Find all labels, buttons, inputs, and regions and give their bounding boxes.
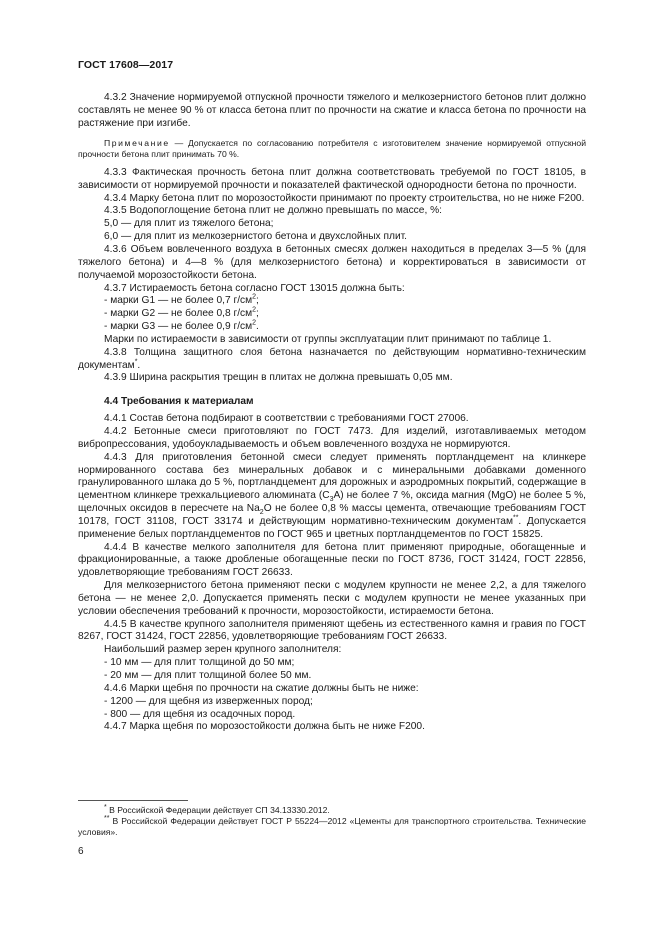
paragraph-text: O не более 0,8 % массы цемента, отвечающие требованиям ГОСТ 10178, ГОСТ 31108, ГОСТ 33174 и действующим нормативно-техническим документам <box>78 503 586 527</box>
note <box>78 138 586 160</box>
list-item: - марки G2 — не более 0,8 $г/см^2$; <box>104 306 259 320</box>
paragraph-4-4-7: 4.4.7 Марка щебня по морозостойкости должна быть не ниже F200. <box>104 721 425 733</box>
list-item: - марки G1 — не более 0,7 $г/см^2$; <box>104 293 259 307</box>
paragraph-4-4-1: 4.4.1 Состав бетона подбирают в соответствии с требованиями ГОСТ 27006. <box>104 413 469 425</box>
list-item: - 800 — для щебня из осадочных пород. <box>104 708 296 720</box>
paragraph-4-4-2: 4.4.2 Бетонные смеси приготовляют по ГОСТ 7473. Для изделий, изготавливаемых методом вибропрессования, удобоукладываемость и объем вовлеченного воздуха не нормируются. <box>78 425 586 450</box>
footnote-divider <box>78 800 188 801</box>
paragraph-4-3-9: 4.3.9 Ширина раскрытия трещин в плитах не должна превышать 0,05 мм. <box>104 372 453 384</box>
paragraph-4-3-8: 4.3.8 Толщина защитного слоя бетона назначается по действующим нормативно-техническим документам*. <box>78 346 586 371</box>
footnote-text: В Российской Федерации действует СП 34.13330.2012. <box>106 805 330 815</box>
footnote-mark: * <box>104 804 107 812</box>
list-item: 5,0 — для плит из тяжелого бетона; <box>104 218 274 230</box>
paragraph-4-4-5: 4.4.5 В качестве крупного заполнителя применяют щебень из естественного камня и гравия по ГОСТ 8267, ГОСТ 31424, ГОСТ 22856, удовлетворяющие требованиям ГОСТ 26633. <box>78 618 586 643</box>
note-label: Примечание <box>104 137 170 148</box>
list-item: - 20 мм — для плит толщиной более 50 мм. <box>104 670 312 681</box>
superscript: 2 <box>252 306 257 314</box>
subscript: 3 <box>329 496 334 504</box>
paragraph-grain-size: Наибольший размер зерен крупного заполнителя: <box>104 644 342 656</box>
document-body <box>78 92 586 734</box>
footnote-ref: ** <box>512 514 519 522</box>
list-item-text: - марки G1 — не более 0,7 г/см <box>104 295 253 307</box>
superscript: 2 <box>252 319 257 327</box>
paragraph-4-3-5: 4.3.5 Водопоглощение бетона плит не должно превышать по массе, %: <box>104 205 442 217</box>
paragraph-4-3-2: 4.3.2 Значение нормируемой отпускной прочности тяжелого и мелкозернистого бетонов плит должно составлять не менее 90 % от класса бетона плит по прочности на сжатие и класса бетона по прочности на растяжение при изгибе. <box>78 92 586 129</box>
note-text: — Допускается по согласованию потребителя с изготовителем значение нормируемой отпускной прочности бетона плит принимать 70 %. <box>78 137 586 159</box>
paragraph-text: 4.3.8 Толщина защитного слоя бетона назначается по действующим нормативно-техническим документам <box>78 346 586 371</box>
list-item: 6,0 — для плит из мелкозернистого бетона и двухслойных плит. <box>104 231 408 243</box>
footnote-text: В Российской Федерации действует ГОСТ Р 55224—2012 «Цементы для транспортного строительства. Технические условия». <box>78 816 586 838</box>
list-item: - 1200 — для щебня из изверженных пород; <box>104 695 313 707</box>
subscript: 2 <box>259 509 264 517</box>
paragraph-4-3-3: 4.3.3 Фактическая прочность бетона плит должна соответствовать требуемой по ГОСТ 18105, в зависимости от нормируемой прочности и показателей фактической однородности бетона по прочности. <box>78 166 586 191</box>
footnote-1 <box>78 805 586 816</box>
paragraph-abrasion-note: Марки по истираемости в зависимости от группы эксплуатации плит принимают по таблице 1. <box>104 333 552 345</box>
paragraph-text: A) не более 7 %, оксида магния (MgO) не более 5 %, щелочных оксидов в пересчете на Na <box>78 490 586 515</box>
page-number: 6 <box>78 846 84 857</box>
footnote-2 <box>78 816 586 838</box>
list-item: - марки G3 — не более 0,9 $г/см^2$. <box>104 319 259 333</box>
paragraph-sand-modulus: Для мелкозернистого бетона применяют пески с модулем крупности не менее 2,2, а для тяжелого бетона — не менее 2,0. Допускается применять пески с модулем крупности не менее указанных при условии обеспечения требований к прочности, морозостойкости, истираемости бетона. <box>78 580 586 617</box>
document-header: ГОСТ 17608—2017 <box>78 59 174 71</box>
footnote-mark: ** <box>104 815 110 823</box>
list-item-text: - марки G2 — не более 0,8 г/см <box>104 308 253 320</box>
list-item-text: - марки G3 — не более 0,9 г/см <box>104 321 253 333</box>
paragraph-text: . Допускается применение белых портландцементов по ГОСТ 965 и цветных портландцементов по ГОСТ 15825. <box>78 515 586 540</box>
paragraph-4-3-7: 4.3.7 Истираемость бетона согласно ГОСТ 13015 должна быть: <box>104 282 405 294</box>
superscript: 2 <box>252 293 257 301</box>
paragraph-text: 4.4.3 Для приготовления бетонной смеси следует применять портландцемент на клинкере нормированного состава без минеральных добавок и с минеральными добавками доменного гранулированного шлака до 5 %, портландцемент для дорожных и аэродромных покрытий, содержащие в цементном клинкере трехкальциевого алюмината (C <box>78 451 586 502</box>
paragraph-4-3-6: 4.3.6 Объем вовлеченного воздуха в бетонных смесях должен находиться в пределах 3—5 % (для тяжелого бетона) и 4—8 % (для мелкозернистого бетона) и корректироваться в зависимости от получаемой морозостойкости бетона. <box>78 244 586 281</box>
footnotes <box>78 805 586 839</box>
section-heading: 4.4 Требования к материалам <box>104 396 254 408</box>
paragraph-4-4-6: 4.4.6 Марки щебня по прочности на сжатие должны быть не ниже: <box>104 682 419 694</box>
footnote-ref: * <box>134 358 138 366</box>
list-item: - 10 мм — для плит толщиной до 50 мм; <box>104 657 295 669</box>
paragraph-4-4-4: 4.4.4 В качестве мелкого заполнителя для бетона плит применяют природные, обогащенные и фракционированные, а также дробленые обогащенные пески по ГОСТ 8736, ГОСТ 31424, ГОСТ 22856, удовлетворяющие требованиям ГОСТ 26633. <box>78 541 586 579</box>
paragraph-4-4-3 <box>78 452 586 542</box>
paragraph-4-3-4: 4.3.4 Марку бетона плит по морозостойкости принимают по проекту строительства, но не ниже F200. <box>104 192 585 204</box>
